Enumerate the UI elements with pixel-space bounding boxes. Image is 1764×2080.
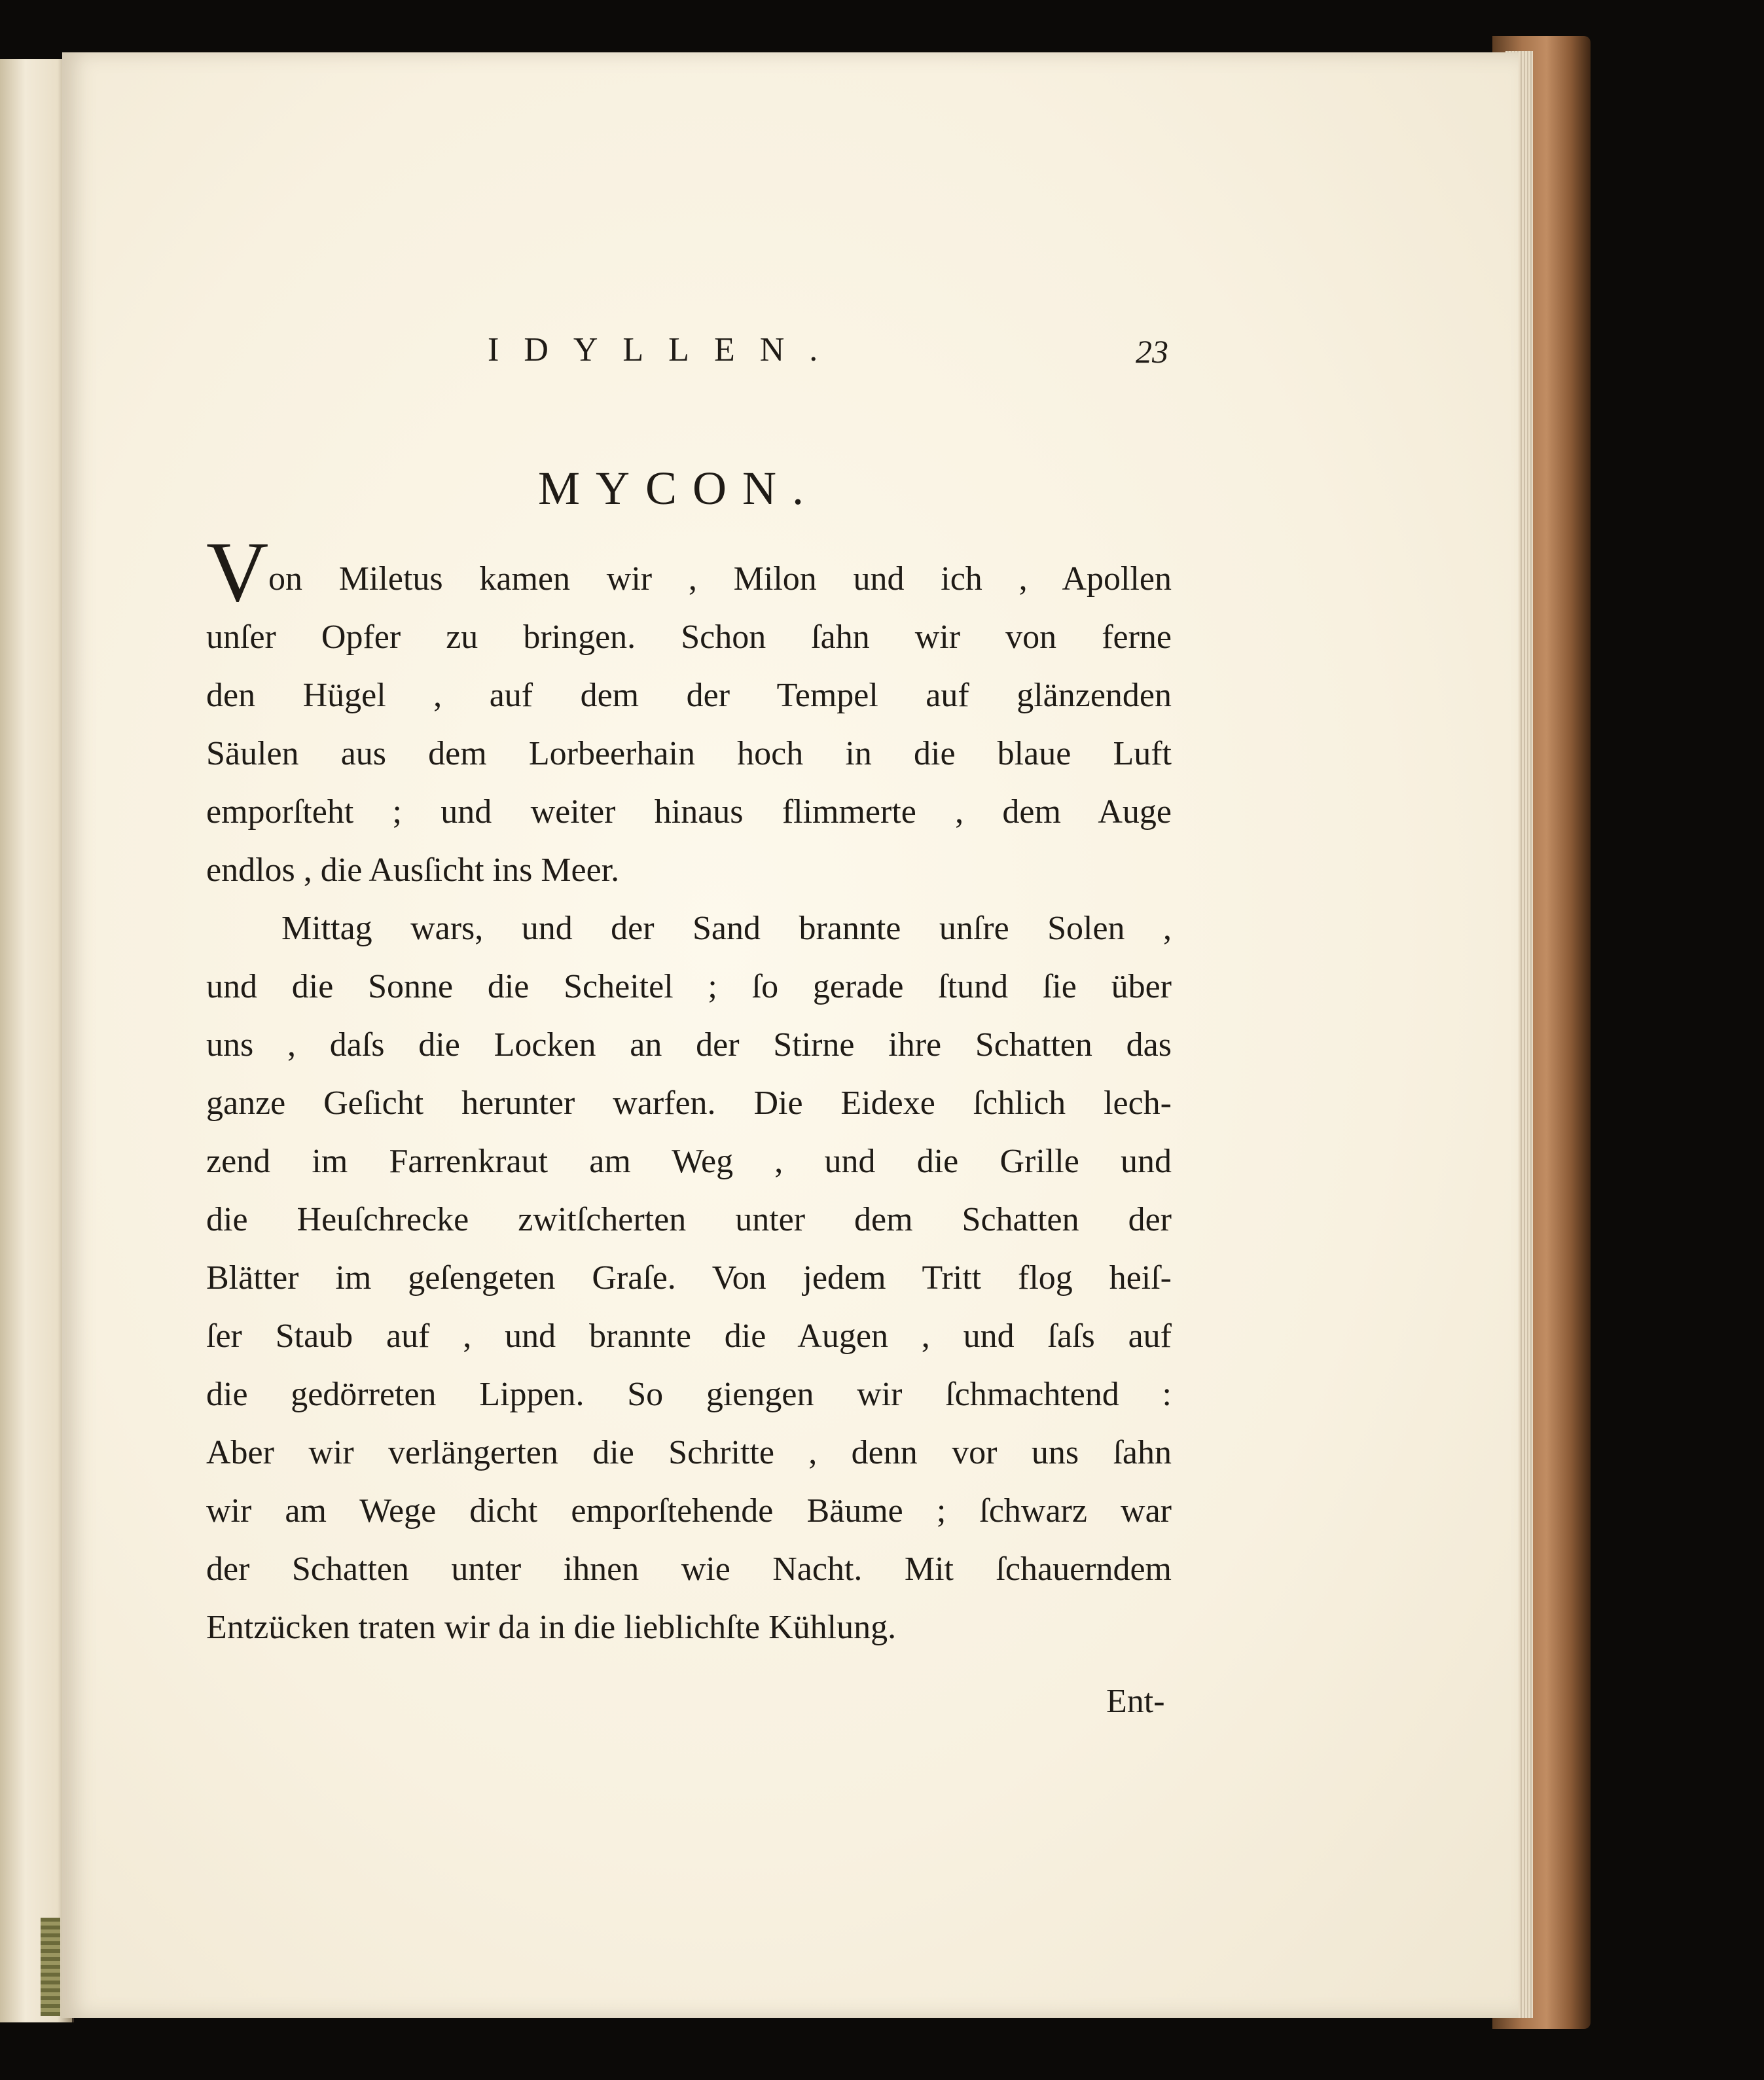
text-line: wir am Wege dicht emporſtehende Bäume ; ſchwarz war	[206, 1492, 1172, 1530]
text-line: emporſteht ; und weiter hinaus flimmerte , dem Auge	[206, 793, 1172, 831]
text-line: die gedörreten Lippen. So giengen wir ſchmachtend :	[206, 1376, 1172, 1413]
text-line: die Heuſchrecke zwitſcherten unter dem Schatten der	[206, 1201, 1172, 1238]
text-line: Entzücken traten wir da in die lieblichſte Kühlung.	[206, 1609, 897, 1646]
text-line: den Hügel , auf dem der Tempel auf glänzenden	[206, 677, 1172, 714]
page-number: 23	[1136, 333, 1168, 370]
text-line: on Miletus kamen wir , Milon und ich , Apollen	[268, 560, 1172, 598]
text-line: ſer Staub auf , und brannte die Augen , und ſaſs auf	[206, 1318, 1172, 1355]
drop-cap: V	[206, 524, 269, 620]
text-line: Aber wir verlängerten die Schritte , denn vor uns ſahn	[206, 1434, 1172, 1471]
text-line: Blätter im geſengeten Graſe. Von jedem Tritt flog heiſ-	[206, 1259, 1172, 1297]
text-line: uns , daſs die Locken an der Stirne ihre Schatten das	[206, 1026, 1172, 1064]
text-line: unſer Opfer zu bringen. Schon ſahn wir von ferne	[206, 619, 1172, 656]
text-line: zend im Farrenkraut am Weg , und die Grille und	[206, 1143, 1172, 1180]
text-line: endlos , die Ausſicht ins Meer.	[206, 852, 620, 889]
running-title: IDYLLEN.	[488, 331, 843, 368]
text-line: Mittag wars, und der Sand brannte unſre Solen ,	[281, 910, 1172, 947]
text-line: der Schatten unter ihnen wie Nacht. Mit ſchauerndem	[206, 1551, 1172, 1588]
text-line: Säulen aus dem Lorbeerhain hoch in die blaue Luft	[206, 735, 1172, 772]
chapter-title: MYCON.	[538, 462, 820, 514]
left-fore-edge-decoration	[41, 1918, 60, 2016]
text-line: ganze Geſicht herunter warfen. Die Eidexe ſchlich lech-	[206, 1085, 1172, 1122]
text-line: und die Sonne die Scheitel ; ſo gerade ſtund ſie über	[206, 968, 1172, 1005]
catchword: Ent-	[1106, 1683, 1165, 1720]
